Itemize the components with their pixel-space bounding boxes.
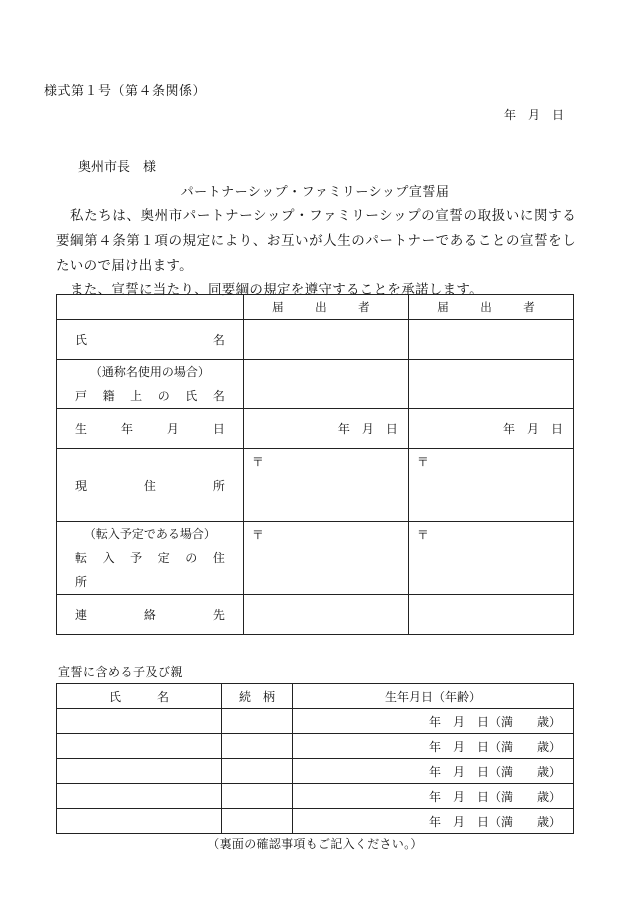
applicant2-register-name-field[interactable] — [408, 360, 573, 409]
family-table — [56, 683, 574, 834]
applicant1-header: 届 出 者 — [243, 295, 408, 320]
birth-date-text: 生 年 月 日 — [75, 422, 225, 436]
table-row — [57, 784, 574, 809]
applicant1-birth-field[interactable]: 年 月 日 — [243, 409, 408, 449]
birth-date-label — [57, 409, 244, 449]
address-text: 現 住 所 — [75, 478, 225, 493]
table-row — [57, 709, 574, 734]
family-name-field[interactable] — [57, 734, 222, 759]
family-birth-field[interactable]: 年 月 日（満 歳） — [293, 709, 574, 734]
family-birth-field[interactable]: 年 月 日（満 歳） — [293, 809, 574, 834]
postal-mark-icon: 〒 — [416, 528, 429, 542]
family-register-name-label — [57, 360, 244, 409]
applicant2-header: 届 出 者 — [408, 295, 573, 320]
alias-note: （通称名使用の場合） — [89, 365, 210, 379]
date-text: 年 月 日 — [503, 108, 564, 122]
family-relation-field[interactable] — [222, 784, 293, 809]
name-label-text: 氏 名 — [75, 333, 225, 347]
postal-mark-icon: 〒 — [416, 455, 429, 469]
applicant1-contact-field[interactable] — [243, 595, 408, 635]
addressee: 奥州市長 様 — [78, 160, 157, 175]
declaration-paragraph: 私たちは、奥州市パートナーシップ・ファミリーシップの宣誓の取扱いに関する要綱第４条第１項の規定により、お互いが人生のパートナーであることの宣誓をしたいので届け出ます。 — [56, 208, 576, 274]
address-label — [57, 449, 244, 522]
family-relation-field[interactable] — [222, 759, 293, 784]
family-name-header: 氏 名 — [57, 684, 222, 709]
name-label — [57, 320, 244, 360]
applicant2-address-field[interactable] — [408, 449, 573, 522]
family-name-field[interactable] — [57, 709, 222, 734]
consent-paragraph: また、宣誓に当たり、同要綱の規定を遵守することを承諾します。 — [70, 282, 483, 298]
family-name-field[interactable] — [57, 759, 222, 784]
move-note: （転入予定である場合） — [83, 527, 216, 541]
footer-note: （裏面の確認事項もご記入ください。） — [207, 837, 423, 851]
applicant1-address-field[interactable] — [243, 449, 408, 522]
family-birth-field[interactable]: 年 月 日（満 歳） — [293, 734, 574, 759]
applicant2-planned-address-field[interactable] — [408, 522, 573, 595]
applicant1-register-name-field[interactable] — [243, 360, 408, 409]
contact-text: 連 絡 先 — [75, 608, 225, 622]
planned-address-label — [57, 522, 244, 595]
applicant2-name-field[interactable] — [408, 320, 573, 360]
submission-date — [504, 106, 564, 123]
register-name-text: 戸 籍 上 の 氏 名 — [75, 389, 225, 403]
family-section-heading: 宣誓に含める子及び親 — [58, 665, 184, 679]
family-relation-field[interactable] — [222, 809, 293, 834]
postal-mark-icon: 〒 — [251, 455, 264, 469]
applicant2-contact-field[interactable] — [408, 595, 573, 635]
table-row — [57, 734, 574, 759]
family-relation-field[interactable] — [222, 709, 293, 734]
family-birth-field[interactable]: 年 月 日（満 歳） — [293, 759, 574, 784]
postal-mark-icon: 〒 — [251, 528, 264, 542]
family-birth-field[interactable]: 年 月 日（満 歳） — [293, 784, 574, 809]
applicant2-birth-field[interactable]: 年 月 日 — [408, 409, 573, 449]
applicant1-name-field[interactable] — [243, 320, 408, 360]
table-row — [57, 759, 574, 784]
planned-address-text: 転 入 予 定 の 住 所 — [75, 551, 237, 589]
family-relation-field[interactable] — [222, 734, 293, 759]
form-title: パートナーシップ・ファミリーシップ宣誓届 — [180, 185, 450, 200]
form-number: 様式第１号（第４条関係） — [44, 84, 207, 99]
family-name-field[interactable] — [57, 809, 222, 834]
applicant1-planned-address-field[interactable] — [243, 522, 408, 595]
family-birth-header: 生年月日（年齢） — [293, 684, 574, 709]
contact-label — [57, 595, 244, 635]
table-row — [57, 809, 574, 834]
family-name-field[interactable] — [57, 784, 222, 809]
family-relation-header: 続 柄 — [222, 684, 293, 709]
header-blank-cell — [57, 295, 244, 320]
applicant-table — [56, 294, 574, 635]
